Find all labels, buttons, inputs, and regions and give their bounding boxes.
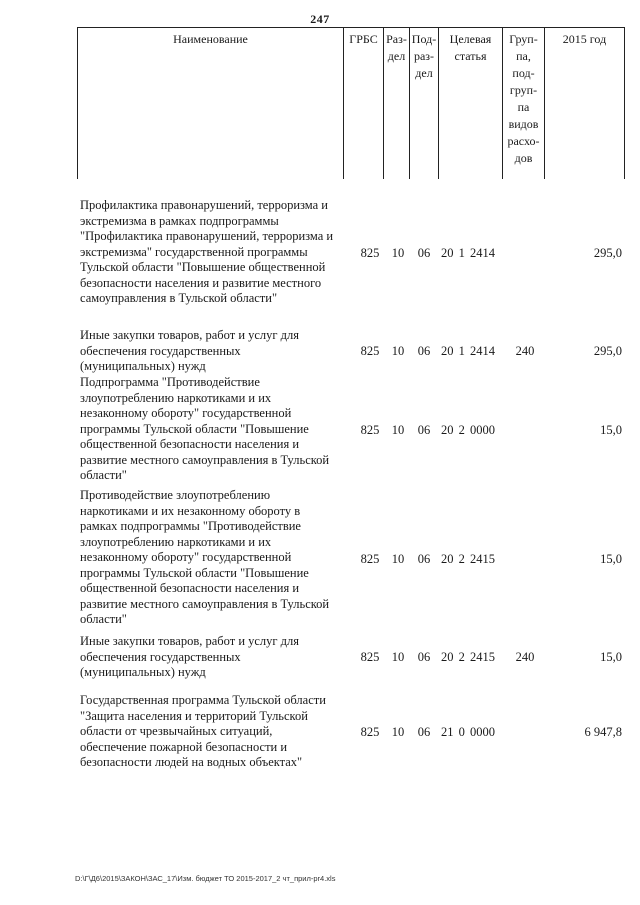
row-razdel: 10 (391, 552, 405, 566)
row-group: 240 (515, 650, 535, 664)
row-podrazdel: 06 (417, 246, 431, 260)
row-target: 20 2 0000 (441, 423, 495, 437)
row-podrazdel: 06 (417, 552, 431, 566)
row-group: 240 (515, 344, 535, 358)
header-target: Целевая статья (449, 32, 492, 63)
page-number: 247 (310, 12, 330, 26)
row-grbs: 825 (360, 246, 380, 260)
row-name: Иные закупки товаров, работ и услуг для обеспечения государственных (муниципальных) нужд (80, 328, 300, 373)
row-razdel: 10 (391, 344, 405, 358)
row-name-cell (80, 488, 350, 628)
row-grbs: 825 (360, 725, 380, 739)
header-grbs: ГРБС (349, 32, 378, 46)
row-name: Государственная программа Тульской области "Защита населения и территорий Тульской области от чрезвычайных ситуаций, обеспечение пожарной безопасности и безопасности людей на водных объектах" (80, 693, 326, 769)
row-grbs: 825 (360, 423, 380, 437)
row-name: Профилактика правонарушений, терроризма и экстремизма в рамках подпрограммы "Профилактика правонарушений, терроризма и экстремизма" государственной программы Тульской области "Повышение общественной безопасности населения и развитие местного самоуправления в Тульской области" (80, 198, 334, 305)
row-target: 20 1 2414 (441, 246, 495, 260)
row-razdel: 10 (391, 725, 405, 739)
row-name: Подпрограмма "Противодействие злоупотреблению наркотиками и их незаконному обороту" государственной программы Тульской области "Повышение общественной безопасности населения и развитие местного самоуправления в Тульской области" (80, 375, 330, 482)
header-year: 2015 год (562, 32, 607, 46)
row-razdel: 10 (391, 423, 405, 437)
row-podrazdel: 06 (417, 344, 431, 358)
row-sum: 6 947,8 (584, 725, 622, 739)
row-name: Противодействие злоупотреблению наркотиками и их незаконному обороту в рамках подпрограммы "Противодействие злоупотреблению наркотиками и их незаконному обороту" государственной программы Тульской области "Повышение общественной безопасности населения и развитие местного самоуправления в Тульской области" (80, 488, 330, 626)
row-target: 20 2 2415 (441, 650, 495, 664)
row-name-cell (80, 198, 350, 307)
row-sum: 295,0 (593, 246, 622, 260)
row-razdel: 10 (391, 246, 405, 260)
row-grbs: 825 (360, 344, 380, 358)
row-sum: 15,0 (600, 552, 622, 566)
row-name-cell (80, 375, 350, 484)
row-name-cell (80, 634, 350, 681)
header-razdel: Раз- дел (386, 32, 407, 63)
row-podrazdel: 06 (417, 725, 431, 739)
file-path-footer: D:\Г\Д6\2015\ЗАКОН\ЗАС_17\Изм. бюджет ТО 2015-2017_2 чт_прил-pr4.xls (75, 874, 336, 883)
row-target: 20 2 2415 (441, 552, 495, 566)
row-sum: 295,0 (593, 344, 622, 358)
row-podrazdel: 06 (417, 650, 431, 664)
row-name: Иные закупки товаров, работ и услуг для обеспечения государственных (муниципальных) нужд (80, 634, 300, 679)
row-grbs: 825 (360, 650, 380, 664)
row-podrazdel: 06 (417, 423, 431, 437)
header-group: Груп- па, под- груп- па видов расхо- дов (507, 32, 540, 165)
row-name-cell (80, 693, 350, 771)
header-podrazdel: Под- раз- дел (411, 32, 437, 80)
row-sum: 15,0 (600, 423, 622, 437)
row-razdel: 10 (391, 650, 405, 664)
row-target: 20 1 2414 (441, 344, 495, 358)
header-name: Наименование (173, 32, 248, 46)
row-name-cell (80, 328, 350, 375)
row-grbs: 825 (360, 552, 380, 566)
row-sum: 15,0 (600, 650, 622, 664)
row-target: 21 0 0000 (441, 725, 495, 739)
